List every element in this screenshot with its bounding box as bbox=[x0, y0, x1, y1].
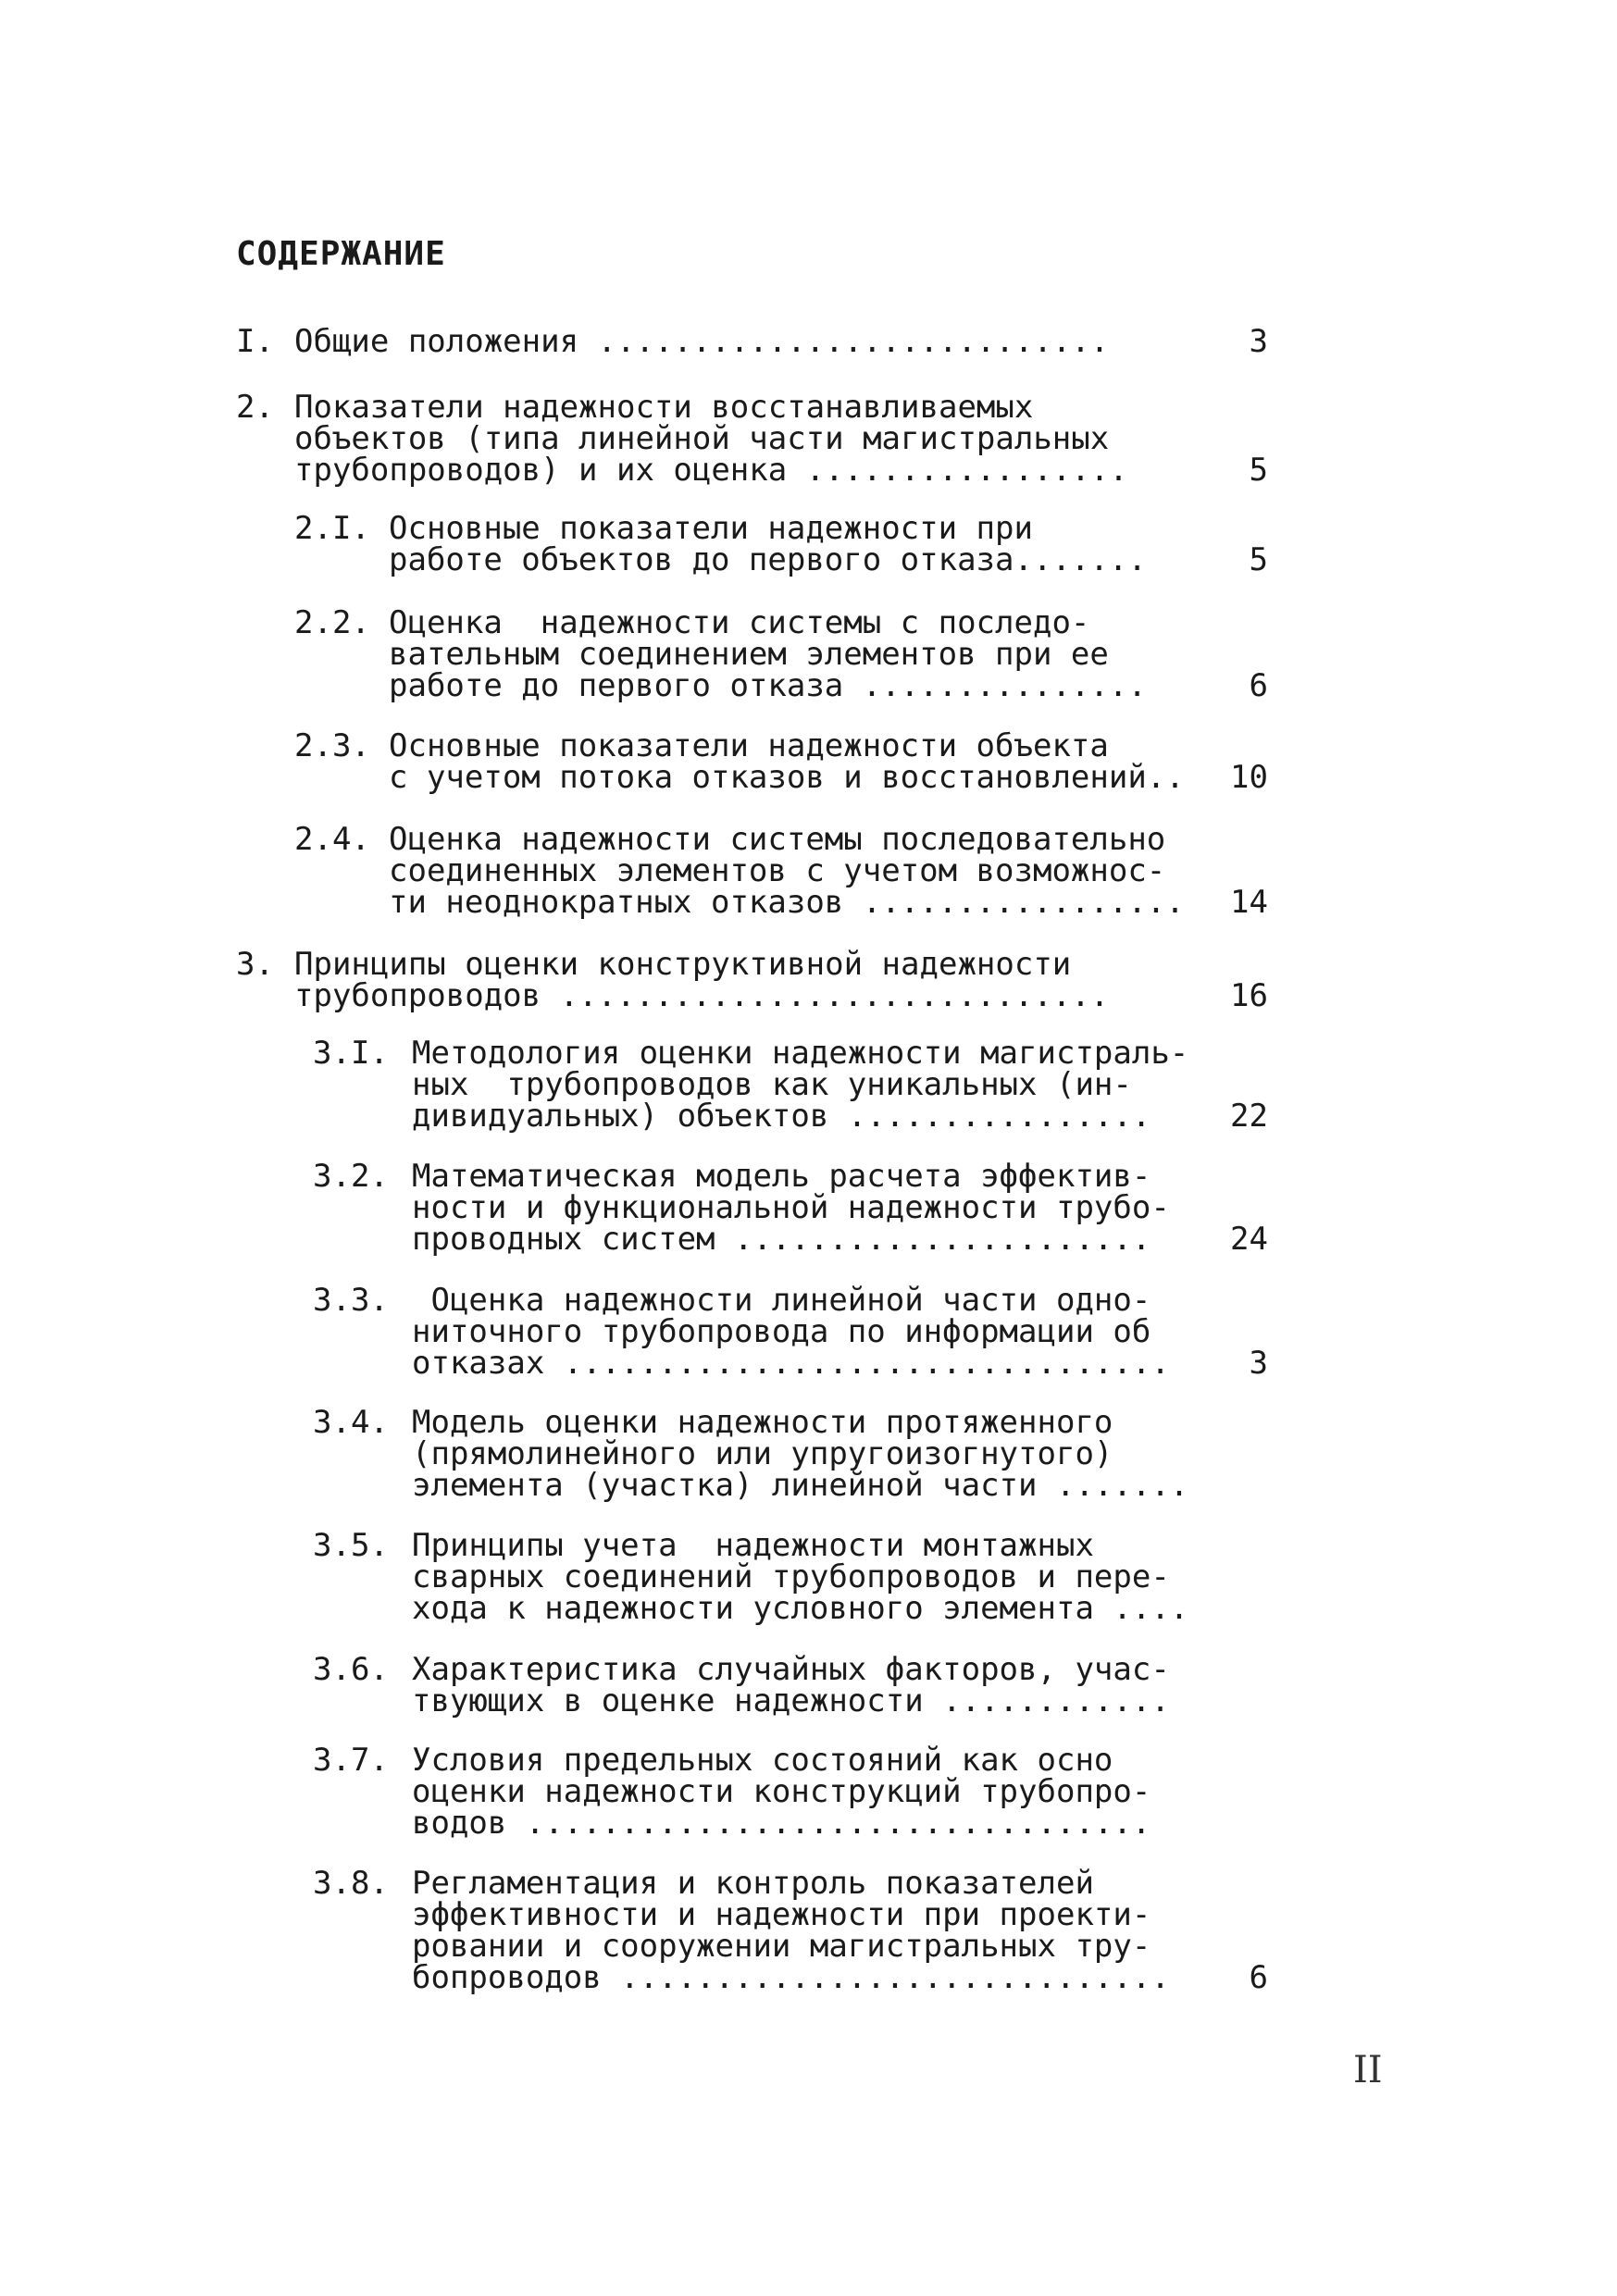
toc-entry-page: 16 bbox=[1230, 977, 1268, 1014]
toc-entry-line: объектов (типа линейной части магистральных bbox=[294, 420, 1110, 457]
toc-entry-page: 3 bbox=[1249, 1345, 1268, 1382]
toc-entry bbox=[313, 1651, 1296, 1719]
toc-entry-number: 3.7. bbox=[313, 1742, 389, 1779]
toc-entry bbox=[236, 946, 1296, 1014]
toc-entry-number: 3. bbox=[236, 946, 274, 983]
toc-entry bbox=[313, 1742, 1296, 1842]
toc-entry bbox=[313, 1865, 1296, 1996]
toc-entry-number: 3.5. bbox=[313, 1527, 389, 1564]
toc-entry-number: 3.2. bbox=[313, 1158, 389, 1195]
toc-entry bbox=[236, 389, 1296, 489]
toc-entry-line: Оценка надежности системы последовательно bbox=[389, 821, 1166, 858]
toc-entry-line: ти неоднократных отказов ................. bbox=[389, 884, 1185, 921]
toc-entry-number: 2.3. bbox=[294, 727, 370, 764]
toc-entry-line: элемента (участка) линейной части ....... bbox=[412, 1467, 1189, 1504]
toc-entry-page: 22 bbox=[1230, 1098, 1268, 1135]
toc-entry-line: эффективности и надежности при проекти- bbox=[412, 1896, 1151, 1933]
toc-entry-line: (прямолинейного или упругоизогнутого) bbox=[412, 1435, 1113, 1472]
toc-entry-number: 3.8. bbox=[313, 1865, 389, 1902]
toc-entry-line: хода к надежности условного элемента .... bbox=[412, 1590, 1189, 1627]
toc-entry-line: ниточного трубопровода по информации об bbox=[412, 1313, 1151, 1350]
toc-entry-page: 5 bbox=[1249, 452, 1268, 489]
toc-entry-number: 3.4. bbox=[313, 1404, 389, 1441]
toc-entry-line: Методология оценки надежности магистраль- bbox=[412, 1035, 1189, 1072]
toc-entry-line: Основные показатели надежности объекта bbox=[389, 727, 1109, 764]
toc-entry-line: работе объектов до первого отказа....... bbox=[389, 541, 1147, 578]
toc-entry-line: трубопроводов ............................. bbox=[294, 977, 1110, 1014]
toc-entry-page: 6 bbox=[1249, 1959, 1268, 1996]
toc-entry-line: ровании и сооружении магистральных тру- bbox=[412, 1928, 1151, 1965]
toc-entry-line: Оценка надежности линейной части одно- bbox=[412, 1282, 1151, 1319]
toc-entry-number: 3.6. bbox=[313, 1651, 389, 1688]
toc-entry-page: 3 bbox=[1249, 323, 1268, 360]
toc-entry-line: соединенных элементов с учетом возможнос- bbox=[389, 852, 1166, 889]
toc-entry-line: Математическая модель расчета эффектив- bbox=[412, 1158, 1151, 1195]
toc-entry-line: Принципы оценки конструктивной надежности bbox=[294, 946, 1072, 983]
toc-entry-line: с учетом потока отказов и восстановлений.. bbox=[389, 759, 1185, 796]
toc-entry-number: 2.4. bbox=[294, 821, 370, 858]
toc-entry-page: 24 bbox=[1230, 1221, 1268, 1258]
toc-entry-line: Основные показатели надежности при bbox=[389, 510, 1033, 547]
toc-entry-number: I. bbox=[236, 323, 274, 360]
toc-entry bbox=[313, 1527, 1296, 1627]
page-number: II bbox=[1353, 2049, 1383, 2091]
toc-entry bbox=[236, 323, 1296, 360]
toc-entry-line: Показатели надежности восстанавливаемых bbox=[294, 389, 1034, 426]
toc-entry-line: ности и функциональной надежности трубо- bbox=[412, 1189, 1170, 1226]
toc-entry-line: отказах ................................ bbox=[412, 1345, 1170, 1382]
toc-entry-number: 2. bbox=[236, 389, 274, 426]
toc-entry-line: дивидуальных) объектов ................ bbox=[412, 1098, 1151, 1135]
toc-entry-page: 10 bbox=[1230, 759, 1268, 796]
toc-entry-line: Оценка надежности системы с последо- bbox=[389, 604, 1090, 641]
toc-entry-number: 2.2. bbox=[294, 604, 370, 641]
toc-entry-line: оценки надежности конструкций трубопро- bbox=[412, 1773, 1151, 1810]
page-title: СОДЕРЖАНИЕ bbox=[236, 235, 446, 273]
toc-entry-line: работе до первого отказа ............... bbox=[389, 667, 1147, 704]
toc-entry-page: 6 bbox=[1249, 667, 1268, 704]
toc-entry-line: водов ................................. bbox=[412, 1805, 1151, 1842]
toc-entry bbox=[294, 510, 1296, 578]
toc-entry-line: Модель оценки надежности протяженного bbox=[412, 1404, 1113, 1441]
toc-entry-line: проводных систем ...................... bbox=[412, 1221, 1151, 1258]
toc-entry-line: вательным соединением элементов при ее bbox=[389, 636, 1109, 673]
toc-entry bbox=[294, 604, 1296, 704]
toc-entry-number: 3.3. bbox=[313, 1282, 389, 1319]
toc-entry-page: 14 bbox=[1230, 884, 1268, 921]
toc-entry bbox=[313, 1158, 1296, 1258]
toc-entry-number: 3.I. bbox=[313, 1035, 389, 1072]
toc-entry-line: сварных соединений трубопроводов и пере- bbox=[412, 1558, 1170, 1595]
toc-entry-line: ных трубопроводов как уникальных (ин- bbox=[412, 1066, 1132, 1103]
toc-entry-page: 5 bbox=[1249, 541, 1268, 578]
toc-entry bbox=[294, 727, 1296, 796]
toc-entry-line: бопроводов ............................. bbox=[412, 1959, 1170, 1996]
toc-entry-number: 2.I. bbox=[294, 510, 370, 547]
toc-entry-line: Регламентация и контроль показателей bbox=[412, 1865, 1094, 1902]
toc-entry bbox=[313, 1282, 1296, 1382]
toc-entry-line: твующих в оценке надежности ............ bbox=[412, 1682, 1170, 1719]
toc-entry-line: Условия предельных состояний как осно bbox=[412, 1742, 1113, 1779]
toc-entry-line: Характеристика случайных факторов, учас- bbox=[412, 1651, 1170, 1688]
toc-entry-line: Принципы учета надежности монтажных bbox=[412, 1527, 1094, 1564]
toc-entry-line: трубопроводов) и их оценка ................. bbox=[294, 452, 1128, 489]
toc-entry bbox=[313, 1035, 1296, 1135]
toc-entry bbox=[294, 821, 1296, 921]
toc-entry-line: Общие положения ........................... bbox=[294, 323, 1110, 360]
toc-entry bbox=[313, 1404, 1296, 1504]
